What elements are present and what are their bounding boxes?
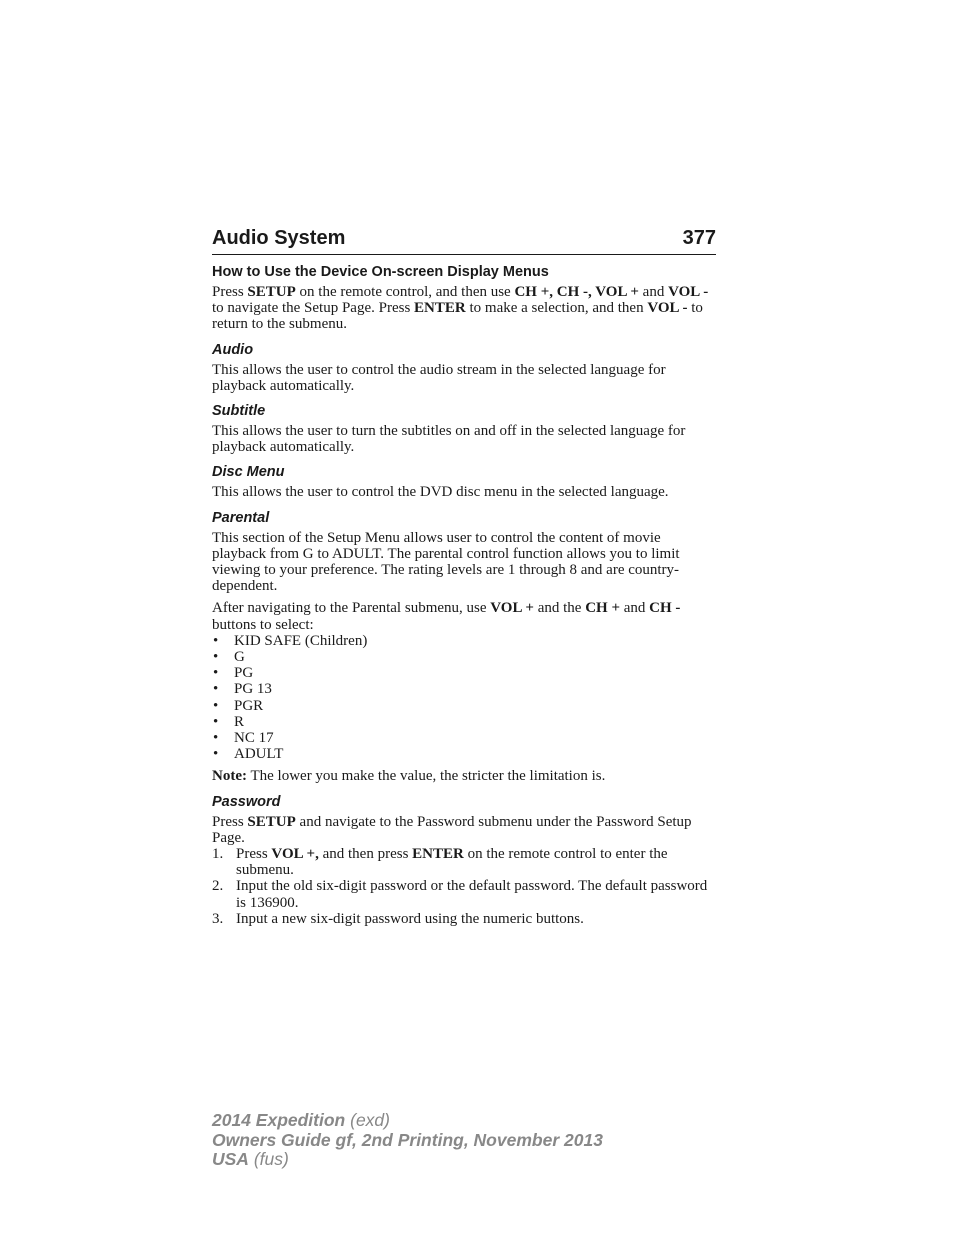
list-item: • ADULT (212, 746, 716, 762)
page-footer (212, 1111, 603, 1170)
parental-paragraph: This section of the Setup Menu allows user to control the content of movie playback from G to ADULT. The parental control function allows you to limit viewing to your preference. The rating levels are 1 through 8 and are country-dependent. (212, 529, 680, 595)
list-item: • PGR (212, 698, 716, 714)
list-item: 3. Input a new six-digit password using the numeric buttons. (212, 910, 584, 927)
subtitle-paragraph: This allows the user to turn the subtitles on and off in the selected language for playback automatically. (212, 423, 686, 456)
password-steps (212, 846, 716, 927)
how-to-paragraph: Press SETUP on the remote control, and then use CH +, CH -, VOL + and VOL - to navigate the Setup Page. Press ENTER to make a selection, and then VOL - to return to the submenu. (212, 284, 709, 333)
parental-nav-paragraph: After navigating to the Parental submenu, use VOL + and the CH + and CH - buttons to select: (212, 600, 681, 633)
password-paragraph: Press SETUP and navigate to the Password submenu under the Password Setup Page. (212, 813, 692, 846)
list-item: 2. Input the old six-digit password or the default password. The default password is 136900. (212, 878, 708, 911)
password-heading: Password (212, 793, 281, 810)
page-header (212, 226, 716, 255)
parental-heading: Parental (212, 509, 270, 526)
subtitle-heading: Subtitle (212, 403, 266, 420)
list-item: • KID SAFE (Children) (212, 633, 716, 649)
footer-line-guide: Owners Guide gf, 2nd Printing, November 2013 (212, 1129, 603, 1150)
note-paragraph: Note: The lower you make the value, the stricter the limitation is. (212, 768, 606, 785)
disc-menu-heading: Disc Menu (212, 464, 285, 481)
list-item: • PG (212, 665, 716, 681)
audio-paragraph: This allows the user to control the audio stream in the selected language for playback automatically. (212, 361, 666, 394)
page-number: 377 (682, 227, 716, 249)
manual-page (212, 226, 716, 927)
footer-line-region: USA (fus) (212, 1149, 289, 1169)
list-item: • R (212, 714, 716, 730)
ratings-list (212, 633, 716, 763)
section-title: Audio System (212, 227, 346, 249)
audio-heading: Audio (212, 341, 254, 358)
disc-menu-paragraph: This allows the user to control the DVD disc menu in the selected language. (212, 484, 669, 501)
list-item: • G (212, 649, 716, 665)
list-item: • PG 13 (212, 681, 716, 697)
list-item: 1. Press VOL +, and then press ENTER on the remote control to enter the submenu. (212, 846, 668, 879)
how-to-heading: How to Use the Device On-screen Display Menus (212, 264, 549, 280)
footer-line-model: 2014 Expedition (exd) (212, 1110, 390, 1130)
list-item: • NC 17 (212, 730, 716, 746)
